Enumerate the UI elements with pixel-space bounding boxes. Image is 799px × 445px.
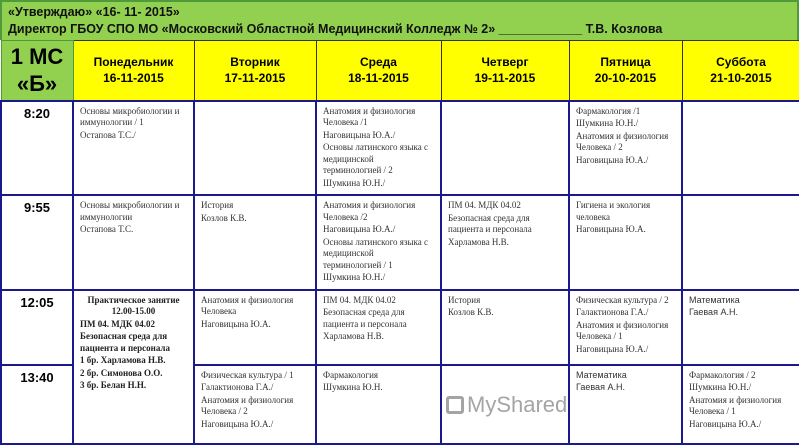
lesson-line: Безопасная среда для пациента и персонала [448, 213, 562, 236]
lesson-line: Математика [576, 370, 675, 382]
lesson-line: Наговицына Ю.А. [201, 319, 309, 331]
lesson-line: Основы микробиологии и иммунологии [80, 200, 187, 223]
lesson-line: Наговицына Ю.А./ [576, 155, 675, 167]
schedule-row [1, 195, 799, 290]
lesson-cell [194, 365, 316, 444]
lesson-line: Основы микробиологии и иммунологии / 1 [80, 106, 187, 129]
lesson-line: Наговицына Ю.А./ [201, 419, 309, 431]
lesson-cell [316, 101, 441, 196]
day-name: Среда [317, 54, 441, 70]
lesson-line: Анатомия и физиология Человека / 1 [576, 320, 675, 343]
lesson-line: Шумкина Ю.Н./ [689, 382, 793, 394]
lesson-line: Остапова Т.С./ [80, 130, 187, 142]
day-name: Пятница [570, 54, 682, 70]
lesson-line: Безопасная среда для пациента и персонала [80, 331, 187, 354]
lesson-line: История [201, 200, 309, 212]
lesson-cell [73, 290, 194, 444]
group-line: «Б» [2, 70, 73, 97]
lesson-cell [569, 195, 682, 290]
time-slot: 12:05 [1, 290, 73, 365]
lesson-line: Физическая культура / 1 [201, 370, 309, 382]
lesson-line: Фармакология / 2 [689, 370, 793, 382]
lesson-line: Анатомия и физиология Человека [201, 295, 309, 318]
time-slot: 13:40 [1, 365, 73, 444]
day-name: Суббота [683, 54, 799, 70]
day-date: 17-11-2015 [195, 70, 316, 86]
lesson-line: 2 бр. Симонова О.О. [80, 368, 187, 380]
day-date: 18-11-2015 [317, 70, 441, 86]
lesson-line: Наговицына Ю.А./ [689, 419, 793, 431]
lesson-line: Галактионова Г.А./ [576, 307, 675, 319]
lesson-line: Практическое занятие 12.00-15.00 [80, 295, 187, 318]
time-slot: 9:55 [1, 195, 73, 290]
lesson-cell [682, 290, 799, 365]
lesson-line: ПМ 04. МДК 04.02 [448, 200, 562, 212]
day-header [316, 41, 441, 101]
lesson-line: Шумкина Ю.Н. [323, 382, 434, 394]
lesson-cell [316, 365, 441, 444]
lesson-cell [441, 290, 569, 365]
lesson-line: Козлов К.В. [201, 213, 309, 225]
lesson-line: Анатомия и физиология Человека /1 [323, 106, 434, 129]
presentation-icon [446, 396, 464, 414]
lesson-line: Фармакология /1 [576, 106, 675, 118]
lesson-line: История [448, 295, 562, 307]
time-slot: 8:20 [1, 101, 73, 196]
lesson-line: Наговицына Ю.А. [576, 224, 675, 236]
group-name [1, 41, 73, 101]
lesson-line: Шумкина Ю.Н./ [323, 272, 434, 284]
lesson-cell [194, 101, 316, 196]
lesson-line: Остапова Т.С. [80, 224, 187, 236]
lesson-cell [569, 365, 682, 444]
day-name: Понедельник [74, 54, 194, 70]
day-header [441, 41, 569, 101]
lesson-cell [682, 195, 799, 290]
lesson-line: ПМ 04. МДК 04.02 [323, 295, 434, 307]
approval-line: «Утверждаю» «16- 11- 2015» [8, 4, 791, 21]
watermark [446, 392, 567, 418]
lesson-line: Шумкина Ю.Н./ [576, 118, 675, 130]
lesson-line: Анатомия и физиология Человека / 1 [689, 395, 793, 418]
day-date: 19-11-2015 [442, 70, 569, 86]
lesson-line: Математика [689, 295, 793, 307]
group-line: 1 МС [2, 43, 73, 70]
day-date: 21-10-2015 [683, 70, 799, 86]
day-name: Вторник [195, 54, 316, 70]
lesson-line: Шумкина Ю.Н./ [323, 178, 434, 190]
lesson-line: Гаевая А.Н. [689, 307, 793, 319]
day-header [73, 41, 194, 101]
lesson-cell [682, 101, 799, 196]
lesson-line: Безопасная среда для пациента и персонала [323, 307, 434, 330]
lesson-line: Наговицына Ю.А./ [576, 344, 675, 356]
lesson-line: Наговицына Ю.А./ [323, 130, 434, 142]
schedule-table [0, 40, 799, 445]
day-header [682, 41, 799, 101]
lesson-line: Галактионова Г.А./ [201, 382, 309, 394]
day-name: Четверг [442, 54, 569, 70]
lesson-line: Козлов К.В. [448, 307, 562, 319]
lesson-line: Анатомия и физиология Человека /2 [323, 200, 434, 223]
approval-header [0, 0, 799, 40]
lesson-cell [73, 101, 194, 196]
lesson-cell [73, 195, 194, 290]
lesson-cell [569, 290, 682, 365]
lesson-cell [194, 195, 316, 290]
lesson-line: Гигиена и экология человека [576, 200, 675, 223]
lesson-cell [682, 365, 799, 444]
lesson-line: ПМ 04. МДК 04.02 [80, 319, 187, 331]
lesson-line: Анатомия и физиология Человека / 2 [576, 131, 675, 154]
lesson-line: Анатомия и физиология Человека / 2 [201, 395, 309, 418]
lesson-line: Основы латинского языка с медицинской терминологией / 1 [323, 237, 434, 272]
day-date: 16-11-2015 [74, 70, 194, 86]
lesson-cell [569, 101, 682, 196]
lesson-line: 3 бр. Белан Н.Н. [80, 380, 187, 392]
lesson-cell [441, 101, 569, 196]
lesson-line: Фармакология [323, 370, 434, 382]
lesson-line: Харламова Н.В. [323, 331, 434, 343]
lesson-cell [194, 290, 316, 365]
lesson-line: 1 бр. Харламова Н.В. [80, 355, 187, 367]
day-header [569, 41, 682, 101]
lesson-cell [316, 290, 441, 365]
lesson-line: Наговицына Ю.А./ [323, 224, 434, 236]
schedule-row [1, 290, 799, 365]
lesson-line: Гаевая А.Н. [576, 382, 675, 394]
lesson-line: Основы латинского языка с медицинской терминологией / 2 [323, 142, 434, 177]
director-line: Директор ГБОУ СПО МО «Московский Областной Медицинский Колледж № 2» ____________ Т.В. Козлова [8, 21, 791, 38]
lesson-cell [441, 195, 569, 290]
schedule-row [1, 101, 799, 196]
lesson-line: Харламова Н.В. [448, 237, 562, 249]
lesson-line: Физическая культура / 2 [576, 295, 675, 307]
day-header [194, 41, 316, 101]
watermark-text: MyShared [467, 392, 567, 418]
day-date: 20-10-2015 [570, 70, 682, 86]
lesson-cell [316, 195, 441, 290]
